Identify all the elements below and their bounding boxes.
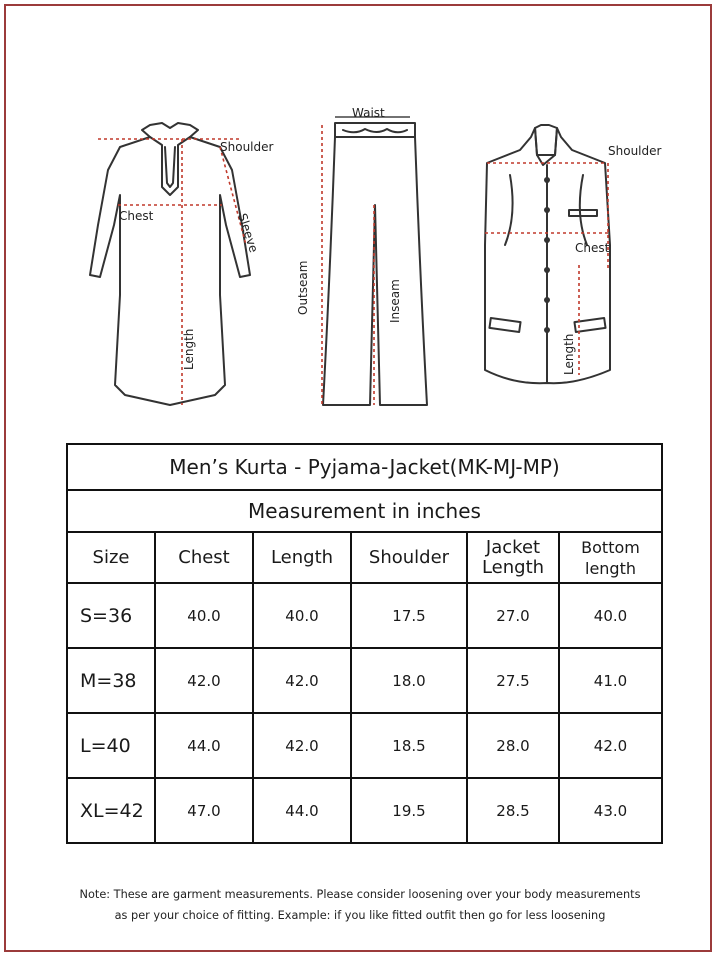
header-chest: Chest [155, 532, 253, 583]
jacket-length-label: Length [562, 333, 576, 375]
cell-chest: 47.0 [155, 778, 253, 843]
measurement-note [20, 884, 700, 926]
note-line-1: Note: These are garment measurements. Please consider loosening over your body measurements [79, 888, 641, 901]
table-row [67, 648, 662, 713]
pyjama-illustration [285, 95, 455, 425]
kurta-sleeve-label: Sleeve [235, 211, 261, 255]
jacket-illustration [465, 95, 695, 425]
cell-bottom-length: 41.0 [559, 648, 662, 713]
table-row [67, 778, 662, 843]
header-length: Length [253, 532, 351, 583]
kurta-length-label: Length [182, 328, 196, 370]
cell-jacket-length: 27.5 [467, 648, 559, 713]
cell-bottom-length: 40.0 [559, 583, 662, 648]
jacket-shoulder-label: Shoulder [608, 144, 662, 158]
kurta-shoulder-label: Shoulder [220, 140, 274, 154]
cell-size: M=38 [67, 648, 155, 713]
kurta-chest-label: Chest [119, 209, 154, 223]
garment-illustrations [0, 95, 720, 425]
header-bottom-length [559, 532, 662, 583]
cell-length: 40.0 [253, 583, 351, 648]
cell-length: 44.0 [253, 778, 351, 843]
cell-jacket-length: 28.5 [467, 778, 559, 843]
cell-length: 42.0 [253, 713, 351, 778]
cell-jacket-length: 27.0 [467, 583, 559, 648]
cell-size: XL=42 [67, 778, 155, 843]
header-bottom-length-line1: Bottom [581, 537, 640, 557]
header-jacket-length [467, 532, 559, 583]
header-shoulder: Shoulder [351, 532, 467, 583]
cell-shoulder: 19.5 [351, 778, 467, 843]
header-jacket-length-line2: Length [481, 556, 545, 578]
kurta-illustration [70, 95, 310, 425]
header-jacket-length-line1: Jacket [485, 536, 541, 558]
cell-chest: 44.0 [155, 713, 253, 778]
cell-bottom-length: 42.0 [559, 713, 662, 778]
cell-bottom-length: 43.0 [559, 778, 662, 843]
cell-shoulder: 17.5 [351, 583, 467, 648]
table-title: Men’s Kurta - Pyjama-Jacket(MK-MJ-MP) [67, 444, 662, 490]
cell-size: S=36 [67, 583, 155, 648]
cell-chest: 42.0 [155, 648, 253, 713]
table-row [67, 713, 662, 778]
note-line-2: as per your choice of fitting. Example: if you like fitted outfit then go for less loosening [114, 909, 606, 922]
pyjama-outseam-label: Outseam [296, 260, 310, 315]
pyjama-inseam-label: Inseam [388, 279, 402, 323]
size-chart-table [66, 443, 663, 844]
cell-length: 42.0 [253, 648, 351, 713]
cell-shoulder: 18.5 [351, 713, 467, 778]
cell-jacket-length: 28.0 [467, 713, 559, 778]
cell-chest: 40.0 [155, 583, 253, 648]
jacket-chest-label: Chest [575, 241, 610, 255]
cell-shoulder: 18.0 [351, 648, 467, 713]
table-subtitle: Measurement in inches [67, 490, 662, 532]
header-bottom-length-line2: length [585, 558, 636, 578]
cell-size: L=40 [67, 713, 155, 778]
header-size: Size [67, 532, 155, 583]
table-header-row [67, 532, 662, 583]
pyjama-waist-label: Waist [352, 106, 385, 120]
table-row [67, 583, 662, 648]
